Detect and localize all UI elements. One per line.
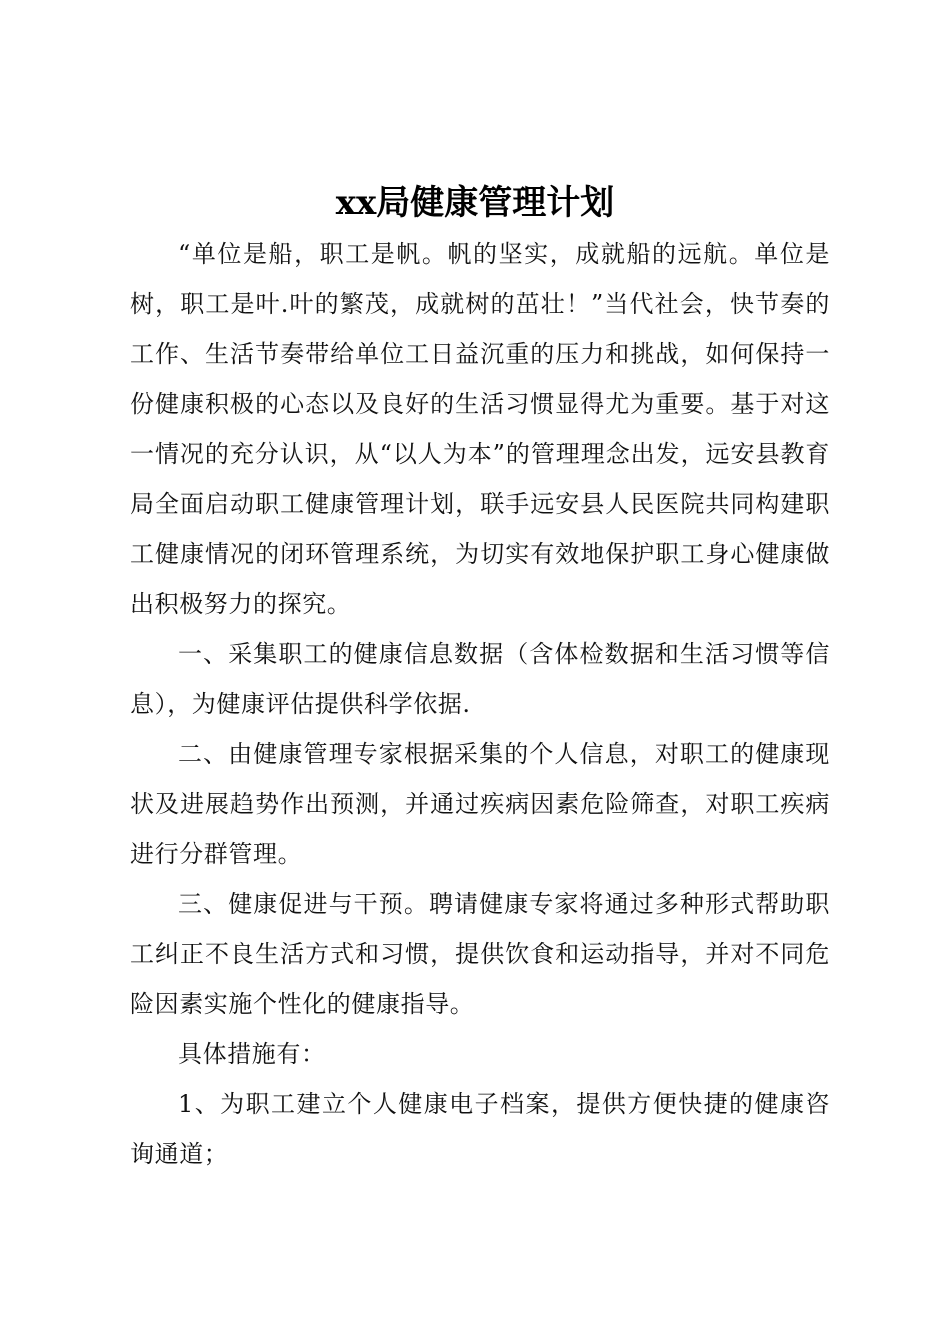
measure-one-paragraph: 1、为职工建立个人健康电子档案，提供方便快捷的健康咨询通道；	[130, 1090, 830, 1168]
item-three-paragraph: 三、健康促进与干预。聘请健康专家将通过多种形式帮助职工纠正不良生活方式和习惯，提供饮食和运动指导，并对不同危险因素实施个性化的健康指导。	[130, 890, 830, 1018]
document-title: xx局健康管理计划	[335, 183, 615, 223]
measures-heading: 具体措施有：	[178, 1040, 326, 1068]
item-one-paragraph: 一、采集职工的健康信息数据（含体检数据和生活习惯等信息），为健康评估提供科学依据.	[130, 640, 830, 718]
intro-paragraph: “单位是船，职工是帆。帆的坚实，成就船的远航。单位是树，职工是叶.叶的繁茂，成就树的茁壮！”当代社会，快节奏的工作、生活节奏带给单位工日益沉重的压力和挑战，如何保持一份健康积极的心态以及良好的生活习惯显得尤为重要。基于对这一情况的充分认识，从“以人为本”的管理理念出发，远安县教育局全面启动职工健康管理计划，联手远安县人民医院共同构建职工健康情况的闭环管理系统，为切实有效地保护职工身心健康做出积极努力的探究。	[130, 240, 830, 618]
document-body	[130, 229, 830, 1179]
item-two-paragraph: 二、由健康管理专家根据采集的个人信息，对职工的健康现状及进展趋势作出预测，并通过疾病因素危险筛查，对职工疾病进行分群管理。	[130, 740, 830, 868]
